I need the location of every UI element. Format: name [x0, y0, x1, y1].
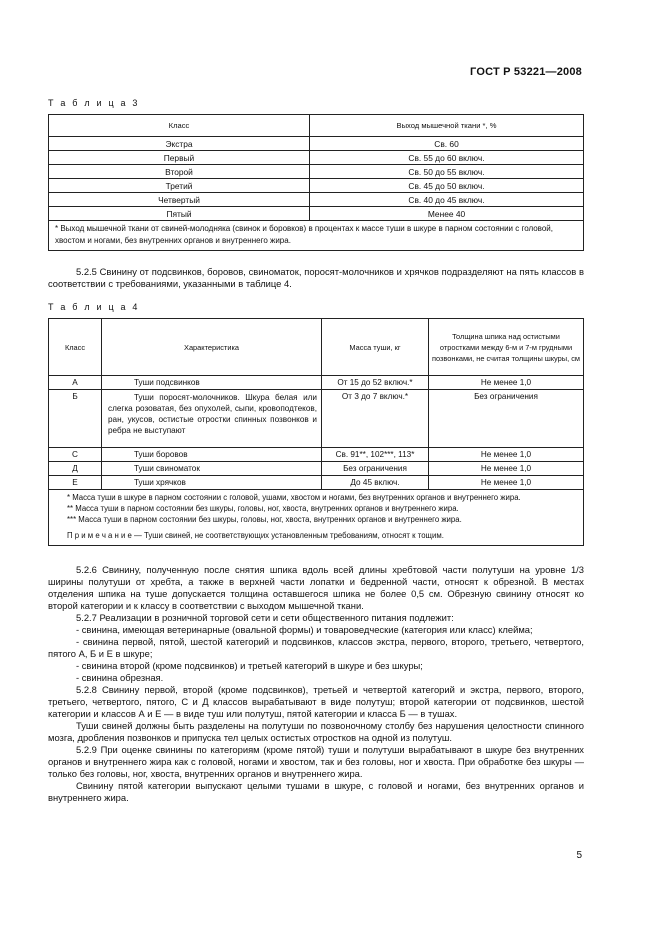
table-row	[49, 151, 584, 165]
table-cell: Экстра	[49, 137, 310, 151]
table-cell: А	[49, 376, 102, 390]
document-header: ГОСТ Р 53221—2008	[470, 66, 582, 78]
table-row	[49, 207, 584, 221]
table-row	[49, 179, 584, 193]
table3-caption: Т а б л и ц а 3	[48, 98, 140, 108]
table4-header-fat: Толщина шпика над остистыми отростками между 6-м и 7-м грудными позвонками, не считая толщины шкуры, см	[429, 319, 584, 376]
table-row	[49, 165, 584, 179]
paragraph-text: 5.2.5 Свинину от подсвинков, боровов, свиноматок, поросят-молочников и хрячков подразделяют на пять классов в соответствии с требованиями, указанными в таблице 4.	[48, 266, 584, 289]
table-row	[49, 448, 584, 462]
table-row	[49, 390, 584, 448]
table-cell: Не менее 1,0	[429, 448, 584, 462]
paragraph-5-2-8: 5.2.8 Свинину первой, второй (кроме подсвинков), третьей и четвертой категорий и экстра, первого, второго, третьего, четвертого, пятого, С и Д классов вырабатывают в виде полутуш; второй категории от подсвинков, шестой категории и классов А и Е — в виде туш или полутуш, пятой категории и класса Б — в тушах.	[48, 684, 584, 719]
table-cell: Туши боровов	[102, 448, 322, 462]
table-4	[48, 318, 584, 546]
table-cell: Второй	[49, 165, 310, 179]
table-cell: Туши подсвинков	[102, 376, 322, 390]
table-cell: Без ограничения	[429, 390, 584, 448]
table4-header-class: Класс	[49, 319, 102, 376]
list-item: - свинина первой, пятой, шестой категорий и подсвинков, классов экстра, первого, второго, третьего, четвертого, пятого А, Б и Е в шкуре;	[48, 636, 584, 659]
table-cell: Св. 45 до 50 включ.	[310, 179, 584, 193]
table-cell: Четвертый	[49, 193, 310, 207]
table-cell: Туши свиноматок	[102, 462, 322, 476]
table-3	[48, 114, 584, 251]
table4-footnotes	[49, 490, 584, 546]
footnote-3: *** Масса туши в парном состоянии без шкуры, головы, ног, хвоста, внутренних органов и внутреннего жира.	[67, 515, 462, 524]
table3-header-yield: Выход мышечной ткани *, %	[310, 115, 584, 137]
table-cell: Св. 60	[310, 137, 584, 151]
table-cell: Не менее 1,0	[429, 462, 584, 476]
table-cell: До 45 включ.	[322, 476, 429, 490]
table-cell: Св. 40 до 45 включ.	[310, 193, 584, 207]
table-cell: Туши хрячков	[102, 476, 322, 490]
table-cell: Не менее 1,0	[429, 376, 584, 390]
table-cell: Св. 91**, 102***, 113*	[322, 448, 429, 462]
paragraph-5-2-5	[48, 266, 584, 290]
table-cell: Св. 55 до 60 включ.	[310, 151, 584, 165]
table-cell: От 3 до 7 включ.*	[322, 390, 429, 448]
paragraph-text: Свинину пятой категории выпускают целыми тушами в шкуре, с головой и ногами, без внутренних органов и внутреннего жира.	[48, 780, 584, 803]
table-cell: Не менее 1,0	[429, 476, 584, 490]
table3-header-class: Класс	[49, 115, 310, 137]
list-item: - свинина, имеющая ветеринарные (овальной формы) и товароведческие (категория или класс) клейма;	[76, 624, 533, 635]
table3-footnote: * Выход мышечной ткани от свиней-молодняка (свинок и боровков) в процентах к массе туши в шкуре в парном состоянии с головой, хвостом и ногами, без внутренних органов и внутреннего жира.	[49, 221, 584, 251]
list-item: - свинина второй (кроме подсвинков) и третьей категорий в шкуре и без шкуры;	[76, 660, 423, 671]
paragraph-5-2-7: 5.2.7 Реализации в розничной торговой сети и сети общественного питания подлежит:	[76, 612, 454, 623]
table-cell: С	[49, 448, 102, 462]
table-cell: Третий	[49, 179, 310, 193]
main-text	[48, 564, 584, 804]
paragraph-5-2-6: 5.2.6 Свинину, полученную после снятия шпика вдоль всей длины хребтовой части полутуши на уровне 1/3 ширины полутуши от хребта, а также в верхней части лопатки и бедренной части, относят к обрезной. В местах отделения шпика на туше допускается толщина оставшегося шпика не более 0,5 см. Обрезную свинину относят ко второй категории и к классу в соответствии с выходом мышечной ткани.	[48, 564, 584, 611]
table-cell: Св. 50 до 55 включ.	[310, 165, 584, 179]
table-cell: Менее 40	[310, 207, 584, 221]
table-cell: Туши поросят-молочников. Шкура белая или слегка розоватая, без опухолей, сыпи, кровоподтеков, ран, укусов, остистые отростки спинных позвонков и ребра не выступают	[102, 390, 322, 448]
paragraph-5-2-9: 5.2.9 При оценке свинины по категориям (кроме пятой) туши и полутуши вырабатывают в шкуре без внутренних органов и внутреннего жира как с головой, ногами и хвостом, так и без головы, ног и хвоста. При обработке без шкуры — только без головы, ног, хвоста, внутренних органов и внутреннего жира.	[48, 744, 584, 779]
page-number: 5	[576, 850, 582, 861]
paragraph-text: Туши свиней должны быть разделены на полутуши по позвоночному столбу без нарушения целостности спинного мозга, дробления позвонков и припуска тел целых остистых отростков на одной из полутуш.	[48, 720, 584, 743]
table-cell: Е	[49, 476, 102, 490]
table4-note: П р и м е ч а н и е — Туши свиней, не соответствующих установленным требованиям, относят к тощим.	[67, 531, 444, 540]
table-cell: Без ограничения	[322, 462, 429, 476]
table-cell: Первый	[49, 151, 310, 165]
table-cell: От 15 до 52 включ.*	[322, 376, 429, 390]
footnote-1: * Масса туши в шкуре в парном состоянии с головой, ушами, хвостом и ногами, без внутренних органов и внутреннего жира.	[67, 493, 521, 502]
table-row	[49, 193, 584, 207]
table-cell: Д	[49, 462, 102, 476]
table-row	[49, 137, 584, 151]
table4-caption: Т а б л и ц а 4	[48, 302, 140, 312]
footnote-2: ** Масса туши в парном состоянии без шкуры, головы, ног, хвоста, внутренних органов и внутреннего жира.	[67, 504, 459, 513]
table-row	[49, 376, 584, 390]
table-row	[49, 462, 584, 476]
table-cell: Пятый	[49, 207, 310, 221]
list-item: - свинина обрезная.	[76, 672, 164, 683]
table4-header-characteristic: Характеристика	[102, 319, 322, 376]
table4-header-mass: Масса туши, кг	[322, 319, 429, 376]
table-cell: Б	[49, 390, 102, 448]
table-row	[49, 476, 584, 490]
